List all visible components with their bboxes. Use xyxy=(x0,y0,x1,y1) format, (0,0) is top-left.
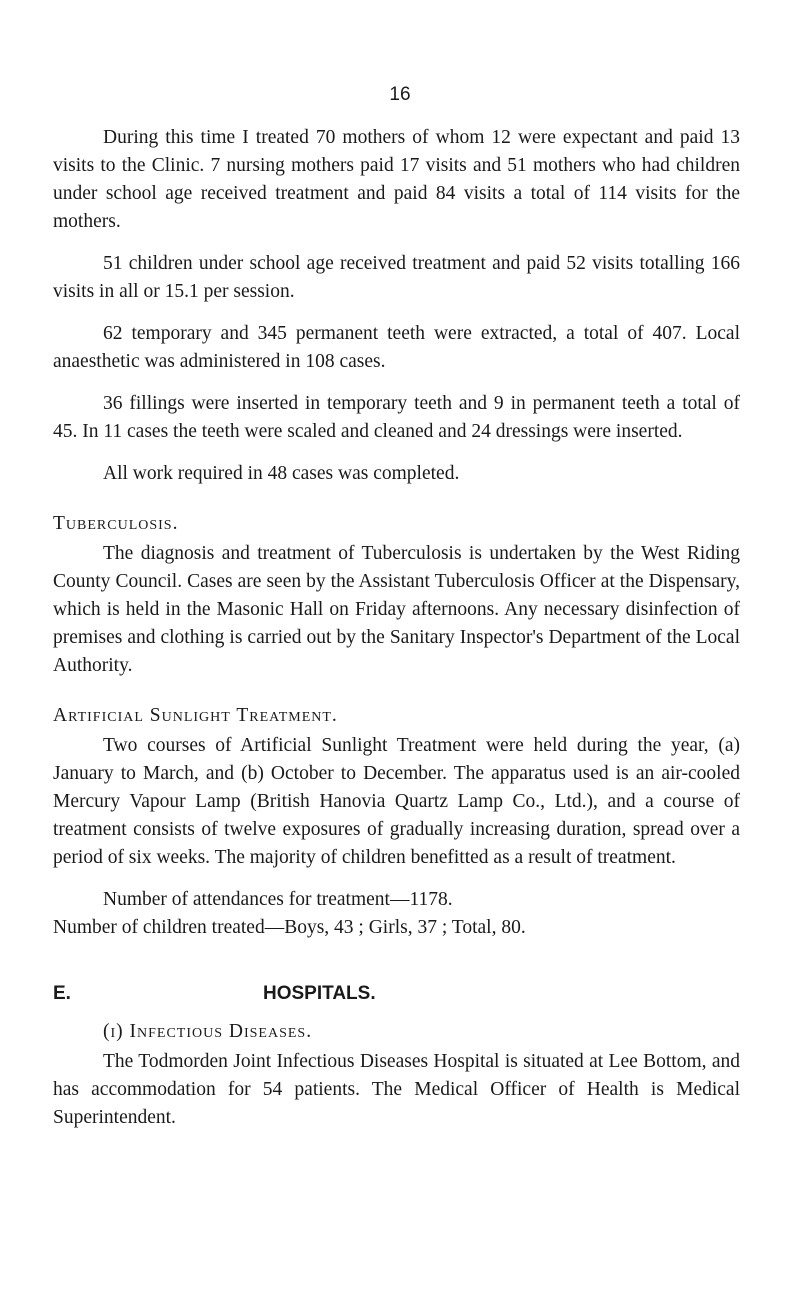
hospital-paragraph: The Todmorden Joint Infectious Diseases Hospital is situated at Lee Bottom, and has accommodation for 54 patients. The Medical Officer of Health is Medical Superintendent. xyxy=(53,1051,740,1128)
hospitals-title: HOSPITALS. xyxy=(263,983,376,1004)
fillings-paragraph: 36 fillings were inserted in temporary teeth and 9 in permanent teeth a total of 45. In 11 cases the teeth were scaled and cleaned and 24 dressings were inserted. xyxy=(53,393,740,442)
section-letter: E. xyxy=(53,983,71,1004)
dental-mothers-paragraph: During this time I treated 70 mothers of whom 12 were expectant and paid 13 visits to the Clinic. 7 nursing mothers paid 17 visits and 51 mothers who had children under school age received treatment and paid 84 visits a total of 114 visits for the mothers. xyxy=(53,127,740,232)
sunlight-paragraph: Two courses of Artificial Sunlight Treatment were held during the year, (a) January to March, and (b) October to December. The apparatus used is an air-cooled Mercury Vapour Lamp (British Hanovia Quartz Lamp Co., Ltd.), and a course of treatment consists of twelve exposures of gradually increasing duration, spread over a period of six weeks. The majority of children benefitted as a result of treatment. xyxy=(53,735,740,868)
tuberculosis-heading: Tuberculosis. xyxy=(53,513,179,534)
extractions-paragraph: 62 temporary and 345 permanent teeth were extracted, a total of 407. Local anaesthetic was administered in 108 cases. xyxy=(53,323,740,372)
sunlight-heading: Artificial Sunlight Treatment. xyxy=(53,705,338,726)
attendances-line: Number of attendances for treatment—1178. xyxy=(103,889,453,910)
dental-children-paragraph: 51 children under school age received treatment and paid 52 visits totalling 166 visits in all or 15.1 per session. xyxy=(53,253,740,302)
page-number: 16 xyxy=(389,84,411,105)
completed-work-paragraph: All work required in 48 cases was completed. xyxy=(103,463,460,484)
tuberculosis-paragraph: The diagnosis and treatment of Tuberculosis is undertaken by the West Riding County Council. Cases are seen by the Assistant Tuberculosis Officer at the Dispensary, which is held in the Masonic Hall on Friday afternoons. Any necessary disinfection of premises and clothing is carried out by the Sanitary Inspector's Department of the Local Authority. xyxy=(53,543,740,676)
children-treated-line: Number of children treated—Boys, 43 ; Girls, 37 ; Total, 80. xyxy=(53,917,526,938)
infectious-diseases-subheading: (i) Infectious Diseases. xyxy=(103,1021,313,1042)
hospitals-heading xyxy=(53,980,740,1008)
page-content xyxy=(53,124,740,1132)
